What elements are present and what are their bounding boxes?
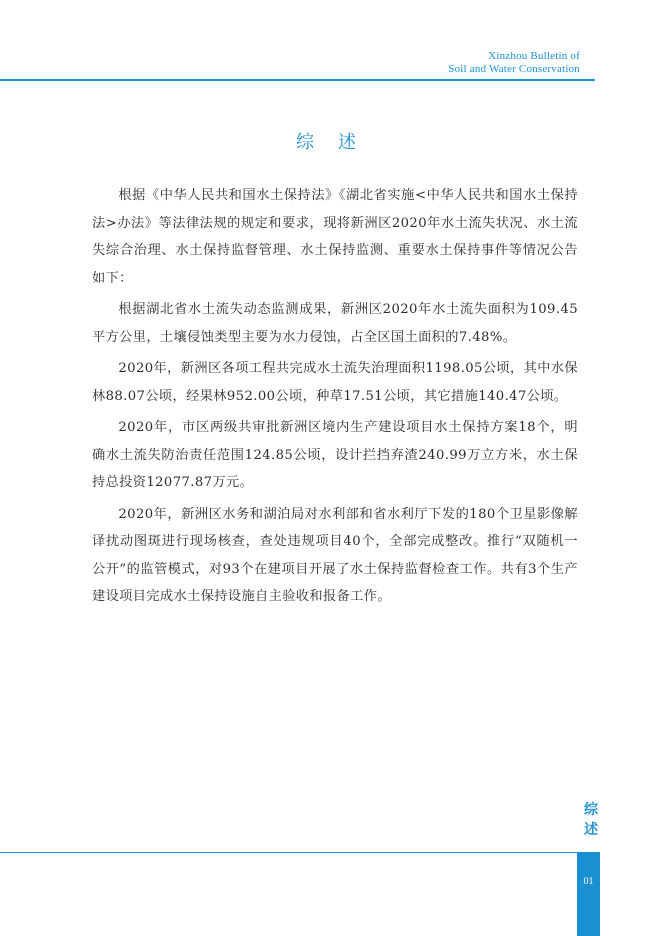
page-title: 综述 bbox=[296, 132, 380, 153]
paragraph-treatment: 2020年，新洲区各项工程共完成水土流失治理面积1198.05公顷，其中水保林88.07公顷，经果林952.00公顷，种草17.51公顷，其它措施140.47公顷。 bbox=[92, 361, 578, 404]
paragraph-erosion-area: 根据湖北省水土流失动态监测成果，新洲区2020年水土流失面积为109.45平方公里，土壤侵蚀类型主要为水力侵蚀，占全区国土面积的7.48%。 bbox=[92, 302, 578, 345]
header-line-1: Xinzhou Bulletin of bbox=[488, 50, 580, 62]
header-line-2: Soil and Water Conservation bbox=[448, 63, 580, 75]
page-number: 01 bbox=[583, 876, 594, 887]
paragraph-intro: 根据《中华人民共和国水土保持法》《湖北省实施<中华人民共和国水土保持法>办法》等法律法规的规定和要求，现将新洲区2020年水土流失状况、水土流失综合治理、水土保持监督管理、水土保持监测、重要水土保持事件等情况公告如下： bbox=[92, 188, 578, 286]
header-divider bbox=[0, 79, 595, 81]
bulletin-header bbox=[448, 50, 580, 76]
paragraph-supervision: 2020年，新洲区水务和湖泊局对水利部和省水利厅下发的180个卫星影像解译扰动图斑进行现场核查，查处违规项目40个，全部完成整改。推行“双随机一公开”的监管模式，对93个在建项目开展了水土保持监督检查工作。共有3个生产建设项目完成水土保持设施自主验收和报备工作。 bbox=[92, 506, 578, 604]
side-section-tab: 综 述 bbox=[584, 802, 598, 838]
page-number-block bbox=[577, 852, 600, 936]
paragraph-approval: 2020年，市区两级共审批新洲区境内生产建设项目水土保持方案18个，明确水土流失防治责任范围124.85公顷，设计拦挡弃渣240.99万立方米，水土保持总投资12077.87万元。 bbox=[92, 420, 578, 490]
body-text bbox=[92, 182, 578, 615]
footer-divider bbox=[0, 852, 580, 853]
